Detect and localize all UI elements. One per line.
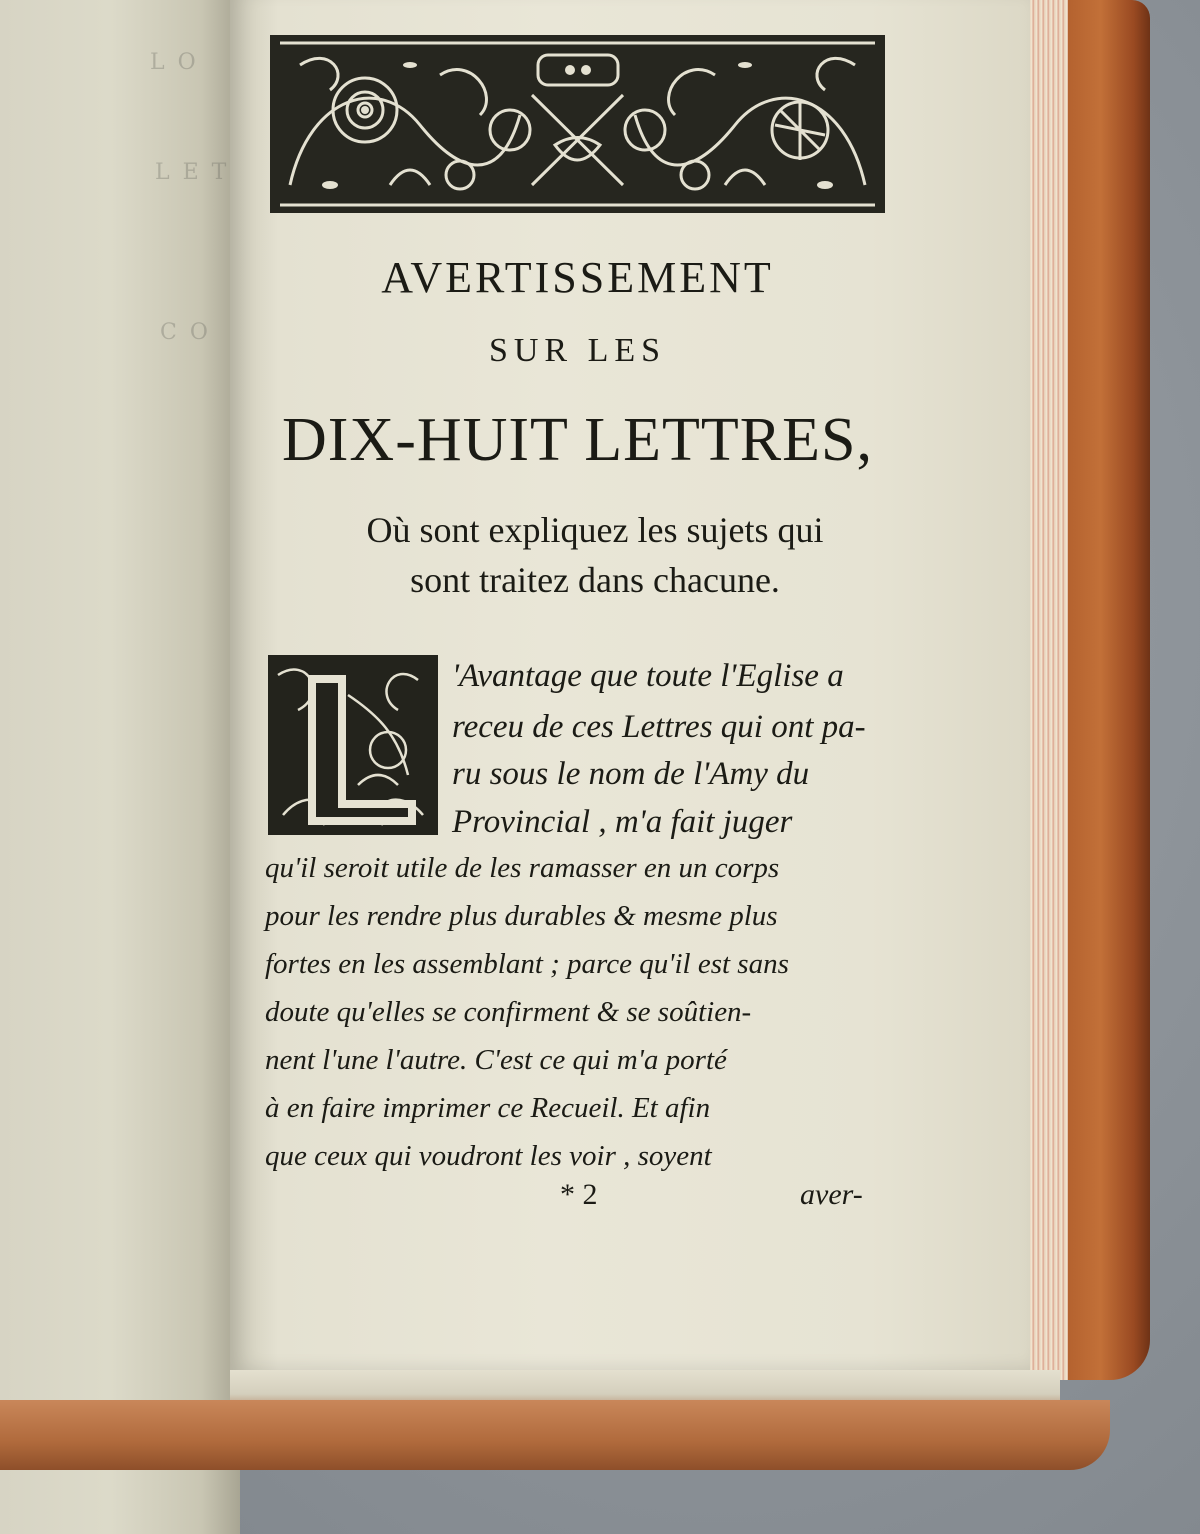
headpiece-ornament-icon <box>270 35 885 213</box>
body-line: 'Avantage que toute l'Eglise a <box>452 658 844 694</box>
left-page-ghost-text: L O <box>150 50 199 75</box>
body-line: que ceux qui voudront les voir , soyent <box>265 1140 712 1172</box>
decorated-dropcap <box>268 655 438 835</box>
dropcap-ornament-icon <box>268 655 438 835</box>
body-line: qu'il seroit utile de les ramasser en un corps <box>265 852 780 884</box>
body-line: fortes en les assemblant ; parce qu'il est sans <box>265 948 789 980</box>
body-line: pour les rendre plus durables & mesme plus <box>265 900 778 932</box>
body-line: à en faire imprimer ce Recueil. Et afin <box>265 1092 711 1124</box>
subheading-sur-les: SUR LES <box>488 332 667 369</box>
subtitle-line-2: sont traitez dans chacune. <box>410 560 780 600</box>
left-page-ghost-text: C O <box>160 320 211 345</box>
subtitle <box>300 505 890 605</box>
body-line: Provincial , m'a fait juger <box>452 804 793 840</box>
signature-mark: * 2 <box>560 1178 598 1211</box>
catchword: aver- <box>800 1178 863 1211</box>
subtitle-line-1: Où sont expliquez les sujets qui <box>366 510 824 550</box>
body-line: receu de ces Lettres qui ont pa- <box>452 709 866 745</box>
title-dix-huit-lettres: DIX-HUIT LETTRES, <box>282 406 873 474</box>
left-page <box>0 0 240 1534</box>
heading-avertissement: AVERTISSEMENT <box>381 253 774 302</box>
leather-cover-bottom <box>0 1400 1110 1470</box>
body-line: doute qu'elles se confirment & se soûtien- <box>265 996 752 1028</box>
body-line: nent l'une l'autre. C'est ce qui m'a porté <box>265 1044 727 1076</box>
ornamental-headpiece <box>270 35 885 213</box>
body-line: ru sous le nom de l'Amy du <box>452 756 810 792</box>
left-page-ghost-text: L E T <box>155 160 230 185</box>
